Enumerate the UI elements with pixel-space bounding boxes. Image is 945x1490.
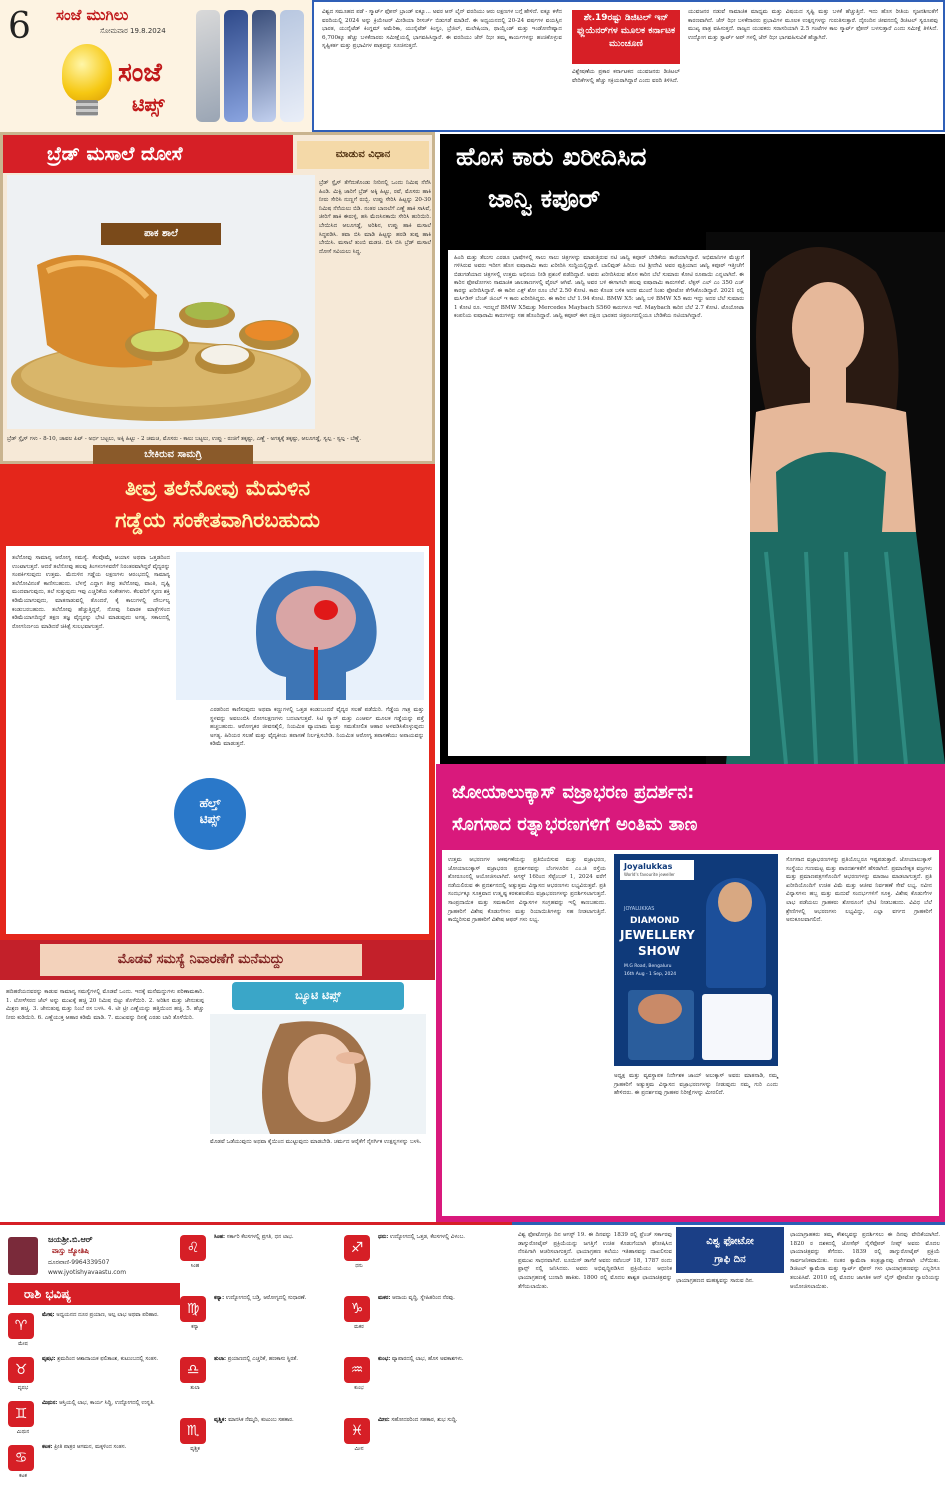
acne-title: ಮೊಡವೆ ಸಮಸ್ಯೆ ನಿವಾರಣೆಗೆ ಮನೆಮದ್ದು <box>40 944 362 976</box>
photography-column-1: ವಿಶ್ವ ಫೋಟೋಗ್ರಫಿ ದಿನ ಆಗಸ್ಟ್ 19. ಈ ದಿನವನ್ನು 1839 ರಲ್ಲಿ ಫ್ರೆಂಚ್ ಸರ್ಕಾರವು ಡಾಗ್ಯುರೋಟೈಪ್ ಪ್ರಕ್ರಿಯೆಯನ್ನು ಜಗತ್ತಿಗೆ ಉಚಿತ ಕೊಡುಗೆಯಾಗಿ ಘೋಷಿಸಿದ ನೆನಪಿಗಾಗಿ ಆಚರಿಸಲಾಗುತ್ತದೆ. ಛಾಯಾಗ್ರಹಣ ಕಲೆಯು ಇತಿಹಾಸವನ್ನು ದಾಖಲಿಸುವ ಪ್ರಮುಖ ಸಾಧನವಾಗಿದೆ. ಲೂಯಿಸ್ ಡಾಗೆರೆ ಅವರು ನವೆಂಬರ್ 18, 1787 ರಂದು ಫ್ರಾನ್ಸ್ ನಲ್ಲಿ ಜನಿಸಿದರು. ಅವರು ಅಭಿವೃದ್ಧಿಪಡಿಸಿದ ಪ್ರಕ್ರಿಯೆಯು ಆಧುನಿಕ ಛಾಯಾಗ್ರಹಣಕ್ಕೆ ಬುನಾದಿ ಹಾಕಿತು. 1800 ರಲ್ಲಿ ಮೊದಲ ಶಾಶ್ವತ ಛಾಯಾಚಿತ್ರವನ್ನು ತೆಗೆಯಲಾಯಿತು. <box>518 1232 672 1290</box>
zodiac-entry <box>8 1397 170 1439</box>
zodiac-sign-label: ಸಿಂಹ: <box>214 1234 225 1240</box>
zodiac-sign-label: ಕನ್ಯಾ: <box>214 1295 225 1301</box>
zodiac-entry <box>8 1441 170 1483</box>
zodiac-sign-prediction: ಆಸ್ತಿಯಲ್ಲಿ ಲಾಭ, ಕಾರ್ಯ ಸಿದ್ಧಿ, ಉದ್ಯೋಗದಲ್ಲಿ ಉನ್ನತಿ. <box>59 1400 155 1406</box>
ad-dates: 16th Aug - 1 Sep, 2024 <box>624 972 677 977</box>
zodiac-sign-label: ಮೀನ: <box>378 1417 390 1423</box>
zodiac-sign-label: ಕುಂಭ: <box>378 1356 391 1362</box>
zodiac-entry <box>8 1309 170 1351</box>
zodiac-sign-icon: ♐ <box>344 1235 370 1261</box>
tech-article-column-mid: ವಿಶ್ಲೇಷಣೆಯ ಪ್ರಕಾರ ಕರ್ನಾಟಕದ ಯುವಜನರು ಡಿಜಿಟಲ್ ವೇದಿಕೆಗಳಲ್ಲಿ ಹೆಚ್ಚು ಸಕ್ರಿಯರಾಗಿದ್ದಾರೆ ಎಂದು ವರದಿ ತಿಳಿಸಿದೆ. <box>572 69 680 84</box>
paper-name: ಸಂಜೆ ಮುಗಿಲು <box>56 6 129 24</box>
recipe-ingredients: ಬ್ರೆಡ್ ಸ್ಲೈಸ್ ಗಳು - 8-10, ಚಾವಲ ಪಿಟ್ - ಅರ್ಧ ಬಟ್ಟಲು, ಅಕ್ಕಿ ಹಿಟ್ಟು - 2 ಚಮಚ, ಮೊಸರು - ಕಾಲು ಬಟ್ಟಲು, ಉಪ್ಪು - ರುಚಿಗೆ ತಕ್ಕಷ್ಟು, ಎಣ್ಣೆ - ಅಗತ್ಯಕ್ಕೆ ತಕ್ಕಷ್ಟು, ಆಲೂಗಡ್ಡೆ, ಸ್ವಲ್ಪ - ಸ್ವಲ್ಪ - ಬೆಣ್ಣೆ. <box>7 436 362 442</box>
zodiac-sign-icon: ♎ <box>180 1357 206 1383</box>
zodiac-sign-prediction: ಪ್ರೀತಿ ಪಾತ್ರರ ಆಗಮನ, ಮಕ್ಕಳಿಂದ ಸಂತಸ. <box>54 1444 127 1450</box>
photography-day-article <box>512 1222 945 1490</box>
issue-date: ಸೋಮವಾರ 19.8.2024 <box>100 27 166 35</box>
zodiac-sign-label: ತುಲಾ: <box>214 1356 226 1362</box>
zodiac-sign-prediction: ಮಾನಸಿಕ ನೆಮ್ಮದಿ, ಕುಟುಂಬ ಸಹಕಾರ. <box>228 1417 294 1423</box>
zodiac-entry <box>8 1353 170 1395</box>
photography-column-2: ಛಾಯಾಗ್ರಾಹಕರು ತಮ್ಮ ಕೌಶಲ್ಯವನ್ನು ಪ್ರದರ್ಶಿಸಲು ಈ ದಿನವು ವೇದಿಕೆಯಾಗಿದೆ. 1820 ರ ದಶಕದಲ್ಲಿ ಜೋಸೆಫ್ ನೈಸೆಫೋರ್ ನೀಪ್ಸ್ ಅವರು ಮೊದಲ ಛಾಯಾಚಿತ್ರವನ್ನು ತೆಗೆದರು. 1839 ರಲ್ಲಿ ಡಾಗ್ಯುರೋಟೈಪ್ ಪ್ರಕ್ರಿಯೆ ಸಾರ್ವಜನಿಕವಾಯಿತು. ನಂತರ ಕ್ಯಾಮೆರಾ ತಂತ್ರಜ್ಞಾನವು ವೇಗವಾಗಿ ಬೆಳೆಯಿತು. ಡಿಜಿಟಲ್ ಕ್ಯಾಮೆರಾ ಮತ್ತು ಸ್ಮಾರ್ಟ್ ಫೋನ್ ಗಳು ಛಾಯಾಗ್ರಹಣವನ್ನು ಎಲ್ಲರಿಗೂ ತಲುಪಿಸಿವೆ. 2010 ರಲ್ಲಿ ಮೊದಲ ಜಾಗತಿಕ ಆನ್ ಲೈನ್ ಫೋಟೋ ಗ್ಯಾಲರಿಯನ್ನು ಆಯೋಜಿಸಲಾಯಿತು. <box>790 1232 940 1290</box>
zodiac-sign-icon: ♉ <box>8 1357 34 1383</box>
recipe-article <box>0 132 435 464</box>
zodiac-sign-name: ಮೀನ <box>354 1446 364 1452</box>
tech-article-headline: ಶೇ.19ರಷ್ಟು ಡಿಜಿಟಲ್ ಇನ್ ಫ್ಲುಯೆನರ್‌ಗಳ ಮೂಲಕ ಕರ್ನಾಟಕ ಮುಂಚೂಣಿ <box>572 10 680 64</box>
photography-title-line-2: ಗ್ರಾಫಿ ದಿನ <box>714 1254 746 1265</box>
joyalukkas-article <box>436 764 945 1222</box>
brain-illustration <box>176 552 424 700</box>
zodiac-sign-prediction: ಉದ್ಯೋಗದಲ್ಲಿ ಬಡ್ತಿ, ಆರೋಗ್ಯದಲ್ಲಿ ಸುಧಾರಣೆ. <box>225 1295 307 1301</box>
zodiac-sign-prediction: ಆದಾಯ ವೃದ್ಧಿ, ಸ್ನೇಹಿತರಿಂದ ನೆರವು. <box>392 1295 455 1301</box>
headache-column-1: ತಲೆನೋವು ಸಾಮಾನ್ಯ ಆರೋಗ್ಯ ಸಮಸ್ಯೆ. ಕೆಲವೊಮ್ಮೆ ಆಯಾಸ ಅಥವಾ ಒತ್ತಡದಿಂದ ಉಂಟಾಗುತ್ತದೆ. ಆದರೆ ತಲೆನೋವು ಹಲವು ತಿಂಗಳುಗಳವರೆಗೆ ನಿರಂತರವಾಗಿದ್ದರೆ ವೈದ್ಯರನ್ನು ಸಂಪರ್ಕಿಸುವುದು ಉತ್ತಮ. ಮೆದುಳಿನ ಗಡ್ಡೆಯ ಲಕ್ಷಣಗಳು ಆರಂಭದಲ್ಲಿ ಸಾಮಾನ್ಯ ತಲೆನೋವಿನಂತೆ ಕಾಣಿಸಬಹುದು. ಬೆಳಗ್ಗೆ ಎದ್ದಾಗ ತೀವ್ರ ತಲೆನೋವು, ವಾಂತಿ, ದೃಷ್ಟಿ ಮಂದವಾಗುವುದು, ತಲೆ ಸುತ್ತುವುದು ಇವು ಎಚ್ಚರಿಕೆಯ ಸಂಕೇತಗಳು. ಕೆಲವರಿಗೆ ಸ್ಮರಣ ಶಕ್ತಿ ಕಡಿಮೆಯಾಗುವುದು, ಮಾತನಾಡುವಲ್ಲಿ ತೊಂದರೆ, ಕೈ ಕಾಲುಗಳಲ್ಲಿ ದೌರ್ಬಲ್ಯ ಕಂಡುಬರಬಹುದು. ತಲೆನೋವು ಹೆಚ್ಚುತ್ತಿದ್ದರೆ, ನೋವು ನಿವಾರಕ ಮಾತ್ರೆಗಳಿಂದ ಕಡಿಮೆಯಾಗದಿದ್ದರೆ ತಕ್ಷಣ ತಜ್ಞ ವೈದ್ಯರನ್ನು ಭೇಟಿ ಮಾಡುವುದು ಅಗತ್ಯ. ಸಕಾಲದಲ್ಲಿ ರೋಗನಿರ್ಣಯ ಮಾಡಿದರೆ ಚಿಕಿತ್ಸೆ ಸುಲಭವಾಗುತ್ತದೆ. <box>12 555 170 630</box>
zodiac-sign-icon: ♊ <box>8 1401 34 1427</box>
horoscope-section <box>0 1222 512 1490</box>
ad-brand: Joyalukkas <box>624 862 673 871</box>
zodiac-sign-name: ಧನು <box>355 1263 363 1269</box>
zodiac-sign-name: ತುಲಾ <box>190 1385 200 1391</box>
tech-article-column-2: ಯುವಜನರ ನಡುವೆ ಸಾಮಾಜಿಕ ಮಾಧ್ಯಮ ಮತ್ತು ವಿಷಯದ ಸೃಷ್ಟಿ ಮತ್ತು ಬಳಕೆ ಹೆಚ್ಚುತ್ತಿದೆ. ಇದು ಹೊಸ ರೀತಿಯ ಸೃಜನಶೀಲತೆಗೆ ಕಾರಣವಾಗಿದೆ. ಜೆನ್ ಝೀ ಬಳಕೆದಾರರು ಪ್ರಭಾವಿಗಳ ಮೂಲಕ ಉತ್ಪನ್ನಗಳನ್ನು ಗುರುತಿಸುತ್ತಾರೆ. ದೈನಂದಿನ ಜೀವನದಲ್ಲಿ ಡಿಜಿಟಲ್ ಸ್ವರೂಪವು ಮುಖ್ಯ ಪಾತ್ರ ವಹಿಸುತ್ತದೆ. ರಾಜ್ಯದ ಯುವಕರು ಸರಾಸರಿಯಾಗಿ 2.5 ಗಂಟೆಗಳ ಕಾಲ ಸ್ಮಾರ್ಟ್ ಫೋನ್ ಬಳಸುತ್ತಾರೆ ಎಂದು ಸಮೀಕ್ಷೆ ತಿಳಿಸಿದೆ. ಉದ್ಯೋಗ ಮತ್ತು ಸ್ಟಾರ್ಟ್ ಅಪ್ ಗಳಲ್ಲಿ ಜೆನ್ ಝೀ ಭಾಗವಹಿಸುವಿಕೆ ಹೆಚ್ಚಾಗಿದೆ. <box>688 9 938 41</box>
headache-article <box>0 464 435 940</box>
zodiac-entry <box>344 1292 504 1334</box>
ad-event-line-1: JOYALUKKAS <box>624 906 655 912</box>
zodiac-sign-prediction: ಸಹೋದರರಿಂದ ಸಹಕಾರ, ಶುಭ ಸುದ್ದಿ. <box>391 1417 458 1423</box>
joyalukkas-column-1: ಉತ್ತಮ ಆಭರಣಗಳ ಆಕರ್ಷಣೆಯನ್ನು ಪ್ರತಿಬಿಂಬಿಸುವ ಮತ್ತು ವಜ್ರಾಭರಣ, ಜೋಯಾಲುಕ್ಕಾಸ್ ವಜ್ರಾಭರಣ ಪ್ರದರ್ಶನವನ್ನು ಬೆಂಗಳೂರಿನ ಎಂ.ಜಿ ರಸ್ತೆಯ ಶೋರೂಂನಲ್ಲಿ ಆಯೋಜಿಸಲಾಗಿದೆ. ಆಗಸ್ಟ್ 16ರಿಂದ ಸೆಪ್ಟೆಂಬರ್ 1, 2024 ವರೆಗೆ ನಡೆಯಲಿರುವ ಈ ಪ್ರದರ್ಶನದಲ್ಲಿ ಅತ್ಯುತ್ತಮ ವಿನ್ಯಾಸದ ಆಭರಣಗಳು ಲಭ್ಯವಿರುತ್ತವೆ. ಪ್ರತಿ ಸಂದರ್ಭಕ್ಕೂ ಸೂಕ್ತವಾದ ಉತ್ಕೃಷ್ಟ ಕರಕುಶಲತೆಯ ವಜ್ರಾಭರಣಗಳನ್ನು ಪ್ರದರ್ಶಿಸಲಾಗುತ್ತದೆ. ಸಾಂಪ್ರದಾಯಿಕ ಮತ್ತು ಸಮಕಾಲೀನ ವಿನ್ಯಾಸಗಳ ಸಂಗ್ರಹವನ್ನು ಇಲ್ಲಿ ಕಾಣಬಹುದು. ಗ್ರಾಹಕರಿಗೆ ವಿಶೇಷ ಕೊಡುಗೆಗಳು ಮತ್ತು ರಿಯಾಯಿತಿಗಳನ್ನು ಸಹ ನೀಡಲಾಗುತ್ತಿದೆ. ಕಾಯ್ದಿರಿಸುವ ಗ್ರಾಹಕರಿಗೆ ವಿಶೇಷ ಆಫರ್ ಗಳು ಲಭ್ಯ. <box>448 857 606 924</box>
zodiac-sign-prediction: ಪ್ರಯಾಣದಲ್ಲಿ ಎಚ್ಚರಿಕೆ, ಹಣಕಾಸು ಸ್ಥಿರತೆ. <box>227 1356 298 1362</box>
health-tips-badge <box>174 778 246 850</box>
masthead <box>0 0 312 132</box>
kitchen-label: ಪಾಕ ಶಾಲೆ <box>101 223 221 245</box>
horoscope-label: ರಾಶಿ ಭವಿಷ್ಯ <box>8 1283 180 1305</box>
acne-column-2: ಮೊಡವೆ ಒಡೆಯುವುದು ಅಥವಾ ಕೈಯಿಂದ ಮುಟ್ಟುವುದು ಮಾಡಬೇಡಿ. ಚರ್ಮದ ಆರೈಕೆಗೆ ನೈಸರ್ಗಿಕ ಉತ್ಪನ್ನಗಳನ್ನು ಬಳಸಿ. <box>210 1139 422 1145</box>
janhvi-body-panel <box>448 250 750 756</box>
ingredients-label: ಬೇಕಿರುವ ಸಾಮಗ್ರಿ <box>93 445 253 465</box>
astrologer-photo <box>8 1237 38 1275</box>
joyalukkas-title-line-1: ಜೋಯಾಲುಕ್ಕಾಸ್ ವಜ್ರಾಭರಣ ಪ್ರದರ್ಶನ: <box>452 782 695 803</box>
zodiac-entry <box>180 1231 342 1273</box>
health-tips-badge-line-1: ಹೆಲ್ತ್ <box>199 796 221 810</box>
janhvi-article <box>440 134 945 764</box>
recipe-title-band <box>3 135 293 173</box>
ad-event-line-4: SHOW <box>638 944 681 958</box>
janhvi-title-line-1: ಹೊಸ ಕಾರು ಖರೀದಿಸಿದ <box>456 142 647 171</box>
astrologer-phone: ದೂರವಾಣಿ-9964339507 <box>48 1259 110 1266</box>
zodiac-sign-icon: ♈ <box>8 1313 34 1339</box>
zodiac-sign-icon: ♓ <box>344 1418 370 1444</box>
tech-article-column-1: ವಿಶ್ವದ ಸಮೂಹದ ಪಡೆ - ಸ್ಮಾರ್ಟ್ ಫೋನ್ ಬ್ರಾಂಡ್ ಐಕ್ಯೂ... ಅವರ ಆನ್ ಲೈನ್ ವರದಿಯು ಆರು ಲಕ್ಷಣಗಳ ಬಗ್ಗೆ ಹೇಳಿದೆ. ಐಕ್ಯೂ ಕಳೆದ ವರದಿಯಲ್ಲಿ 2024 ಅನ್ನು ಕ್ರಿಯೇಟರ್ ಮೀಡಿಯಾ ರೀಸರ್ಚ್ ಬಿಡುಗಡೆ ಮಾಡಿದೆ. ಈ ಅಧ್ಯಯನದಲ್ಲಿ 20-24 ವರ್ಷಗಳ ವಯಸ್ಸಿನ ಭಾರತ, ಯುನೈಟೆಡ್ ಕಿಂಗ್ಡಮ್ ಅಮೆರಿಕಾ, ಯುನೈಟೆಡ್ ಕಿಂಗ್ಡಂ, ಬ್ರೆಜಿಲ್, ಮಲೇಷಿಯಾ, ಥಾಯ್ಲೆಂಡ್ ಮತ್ತು ಇಂಡೋನೇಷ್ಯಾದ 6,700ಕ್ಕೂ ಹೆಚ್ಚು ಬಳಕೆದಾರರು ಸಮೀಕ್ಷೆಯಲ್ಲಿ ಭಾಗವಹಿಸಿದ್ದಾರೆ. ಈ ವರದಿಯು ಜೆನ್ ಝೀ ತಮ್ಮ ಕಾರ್ಯಗಳನ್ನು ಹಂಚಿಕೊಳ್ಳುವ ಸೃಷ್ಟಿಕರ್ತ ಮತ್ತು ಪ್ರಭಾವಿಗಳ ಪಾತ್ರವನ್ನು ಸೂಚಿಸುತ್ತದೆ. <box>322 9 562 50</box>
headache-title-line-2: ಗಡ್ಡೆಯ ಸಂಕೇತವಾಗಿರಬಹುದು <box>115 508 320 532</box>
zodiac-sign-prediction: ಅಧ್ಯಯನದ ದೂರ ಪ್ರಯಾಣ, ಅಲ್ಪ ಲಾಭ ಅಥವಾ ಪರಿಹಾರ. <box>56 1312 159 1318</box>
ad-venue: M.G Road, Bengaluru <box>624 964 672 969</box>
zodiac-sign-label: ಮಕರ: <box>378 1295 391 1301</box>
zodiac-sign-prediction: ವ್ಯಾಪಾರದಲ್ಲಿ ಲಾಭ, ಹೊಸ ಅವಕಾಶಗಳು. <box>391 1356 464 1362</box>
photography-title <box>676 1227 784 1273</box>
ad-model-image <box>718 882 752 922</box>
zodiac-entry <box>180 1414 342 1456</box>
section-title-sanje: ಸಂಜೆ <box>118 58 162 88</box>
page-number: 6 <box>8 6 31 47</box>
zodiac-entry <box>344 1414 504 1456</box>
astrologer-role: ವಾಸ್ತು ಜ್ಯೋತಿಷಿ <box>52 1247 89 1255</box>
ad-event-line-3: JEWELLERY <box>620 928 695 942</box>
zodiac-sign-name: ಕಟಕ <box>19 1473 27 1479</box>
joyalukkas-column-below-ad: ಅಧ್ಯಕ್ಷ ಮತ್ತು ವ್ಯವಸ್ಥಾಪಕ ನಿರ್ದೇಶಕ ಜಾಯ್ ಅಲುಕ್ಕಾಸ್ ಅವರು ಮಾತನಾಡಿ, ನಮ್ಮ ಗ್ರಾಹಕರಿಗೆ ಅತ್ಯುತ್ತಮ ವಿನ್ಯಾಸದ ವಜ್ರಾಭರಣಗಳನ್ನು ನೀಡುವುದು ನಮ್ಮ ಗುರಿ ಎಂದು ಹೇಳಿದರು. ಈ ಪ್ರದರ್ಶನವು ಗ್ರಾಹಕರ ನಿರೀಕ್ಷೆಗಳನ್ನು ಮೀರಲಿದೆ. <box>614 1073 778 1097</box>
zodiac-sign-name: ಮಕರ <box>354 1324 364 1330</box>
zodiac-sign-label: ಮೇಷ: <box>42 1312 55 1318</box>
beauty-tips-label: ಬ್ಯೂಟಿ ಟಿಪ್ಸ್ <box>232 982 404 1010</box>
zodiac-sign-prediction: ಸರ್ಕಾರಿ ಕೆಲಸಗಳಲ್ಲಿ ಪ್ರಗತಿ, ಧನ ಲಾಭ. <box>226 1234 294 1240</box>
zodiac-entry <box>344 1231 504 1273</box>
recipe-steps: ಬ್ರೆಡ್ ಸ್ಲೈಸ್ ತೆಗೆದುಕೊಂಡು ನೀರಿನಲ್ಲಿ ಒಂದು ನಿಮಿಷ ನೆನೆಸಿ ಹಿಂಡಿ. ಮಿಕ್ಸಿ ಜಾರಿಗೆ ಬ್ರೆಡ್ ಅಕ್ಕಿ ಹಿಟ್ಟು, ರವೆ, ಮೊಸರು ಹಾಕಿ ನೀರು ಸೇರಿಸಿ ನುಣ್ಣಗೆ ರುಬ್ಬಿ. ಉಪ್ಪು ಸೇರಿಸಿ ಹಿಟ್ಟನ್ನು 20-30 ನಿಮಿಷ ನೆನೆಯಲು ಬಿಡಿ. ನಂತರ ಬಾಣಲೆಗೆ ಎಣ್ಣೆ ಹಾಕಿ ಸಾಸಿವೆ, ಜೀರಿಗೆ ಹಾಕಿ ಈರುಳ್ಳಿ, ಹಸಿ ಮೆಣಸಿನಕಾಯಿ ಸೇರಿಸಿ ಹುರಿಯಿರಿ. ಬೇಯಿಸಿದ ಆಲೂಗಡ್ಡೆ, ಅರಿಶಿನ, ಉಪ್ಪು ಹಾಕಿ ಮಸಾಲೆ ಸಿದ್ಧಪಡಿಸಿ. ತವಾ ಬಿಸಿ ಮಾಡಿ ಹಿಟ್ಟನ್ನು ಹರಡಿ ತುಪ್ಪ ಹಾಕಿ ಬೇಯಿಸಿ. ಮಸಾಲೆ ತುಂಬಿ ಮಡಚಿ. ಬಿಸಿ ಬಿಸಿ ಬ್ರೆಡ್ ಮಸಾಲೆ ದೋಸೆ ಸವಿಯಲು ಸಿದ್ಧ. <box>319 180 431 255</box>
smartphones-image <box>196 4 308 126</box>
zodiac-sign-label: ಧನು: <box>378 1234 389 1240</box>
zodiac-sign-label: ಕಟಕ: <box>42 1444 53 1450</box>
zodiac-sign-name: ವೃಶ್ಚಿಕ <box>190 1446 200 1452</box>
headache-title-line-1: ತೀವ್ರ ತಲೆನೋವು ಮೆದುಳಿನ <box>124 476 311 500</box>
photography-column-mid: ಛಾಯಾಗ್ರಹಣದ ಮಹತ್ವವನ್ನು ಸಾರುವ ದಿನ. <box>676 1278 754 1284</box>
diamond-show-ad <box>614 854 778 1066</box>
zodiac-sign-icon: ♏ <box>180 1418 206 1444</box>
zodiac-entry <box>180 1292 342 1334</box>
zodiac-sign-prediction: ಶ್ರಮದಿಂದ ಆಶಾದಾಯಕ ಫಲಿತಾಂಶ, ಕುಟುಂಬದಲ್ಲಿ ಸಂತಸ. <box>57 1356 159 1362</box>
astrologer-card <box>8 1231 198 1281</box>
acne-article <box>0 980 435 1222</box>
zodiac-sign-name: ಕನ್ಯಾ <box>191 1324 199 1330</box>
astrologer-website: www.jyotishyavaastu.com <box>48 1269 127 1276</box>
astrologer-name: ಜಯಶ್ರೀ.ಬಿ.ಆರ್ <box>48 1235 93 1244</box>
zodiac-entry <box>344 1353 504 1395</box>
zodiac-sign-name: ಸಿಂಹ <box>190 1263 200 1269</box>
recipe-title: ಬ್ರೆಡ್ ಮಸಾಲೆ ದೋಸೆ <box>47 143 183 165</box>
photography-title-line-1: ವಿಶ್ವ ಫೋಟೋ <box>706 1236 754 1247</box>
acne-column-1: ಹದಿಹರೆಯದವರನ್ನು ಕಾಡುವ ಸಾಮಾನ್ಯ ಸಮಸ್ಯೆಗಳಲ್ಲಿ ಮೊಡವೆ ಒಂದು. ಇದಕ್ಕೆ ಮನೆಮದ್ದುಗಳು ಪರಿಣಾಮಕಾರಿ. 1. ಲೋಳೆಸರದ ಜೆಲ್ ಅನ್ನು ಮುಖಕ್ಕೆ ಹಚ್ಚಿ 20 ನಿಮಿಷ ಬಿಟ್ಟು ತೊಳೆಯಿರಿ. 2. ಅರಿಶಿನ ಮತ್ತು ಜೇನುತುಪ್ಪ ಮಿಶ್ರಣ ಹಚ್ಚಿ. 3. ಜೇನುತುಪ್ಪ ಮತ್ತು ನಿಂಬೆ ರಸ ಬಳಸಿ. 4. ಟೀ ಟ್ರೀ ಎಣ್ಣೆಯನ್ನು ಹತ್ತಿಯಿಂದ ಹಚ್ಚಿ. 5. ಹೆಚ್ಚು ನೀರು ಕುಡಿಯಿರಿ. 6. ಎಣ್ಣೆಯುಕ್ತ ಆಹಾರ ಕಡಿಮೆ ಮಾಡಿ. 7. ಮುಖವನ್ನು ದಿನಕ್ಕೆ ಎರಡು ಬಾರಿ ತೊಳೆಯಿರಿ. <box>6 989 204 1021</box>
joyalukkas-title-line-2: ಸೊಗಸಾದ ರತ್ನಾಭರಣಗಳಿಗೆ ಅಂತಿಮ ತಾಣ <box>452 814 698 835</box>
zodiac-sign-label: ವೃಷಭ: <box>42 1356 56 1362</box>
lightbulb-icon <box>62 44 112 102</box>
zodiac-sign-label: ವೃಶ್ಚಿಕ: <box>214 1417 227 1423</box>
janhvi-body: ಹಿಂದಿ ಮತ್ತು ತೆಲುಗು ಎರಡೂ ಭಾಷೆಗಳಲ್ಲಿ ಸಾಲು ಸಾಲು ಚಿತ್ರಗಳನ್ನು ಮಾಡುತ್ತಿರುವ ನಟಿ ಜಾನ್ವಿ ಕಪೂರ್ ಬೇಡಿಕೆಯ ತಾರೆಯಾಗಿದ್ದಾರೆ. ಅಭಿಮಾನಿಗಳ ಮೆಚ್ಚುಗೆ ಗಳಿಸಿರುವ ಅವರು ಇದೀಗ ಹೊಸ ಐಷಾರಾಮಿ ಕಾರು ಖರೀದಿಸಿ ಸುದ್ದಿಯಲ್ಲಿದ್ದಾರೆ. ಬಾಲಿವುಡ್ ಹಿರಿಯ ನಟಿ ಶ್ರೀದೇವಿ ಅವರ ಪುತ್ರಿಯಾದ ಜಾನ್ವಿ ಕಪೂರ್ ಇತ್ತೀಚೆಗೆ ಬಿಡುಗಡೆಯಾದ ಚಿತ್ರಗಳಲ್ಲಿ ಉತ್ತಮ ಅಭಿನಯ ನೀಡಿ ಪ್ರಶಂಸೆ ಪಡೆದಿದ್ದಾರೆ. ಅವರು ಖರೀದಿಸಿರುವ ಹೊಸ ಕಾರಿನ ಬೆಲೆ ಸುಮಾರು ಕೋಟಿ ರೂಪಾಯಿ ಎನ್ನಲಾಗಿದೆ. ಈ ಕಾರಿನ ಫೋಟೋಗಳು ಸಾಮಾಜಿಕ ಜಾಲತಾಣಗಳಲ್ಲಿ ವೈರಲ್ ಆಗಿವೆ. ಜಾನ್ವಿ ಅವರ ಬಳಿ ಈಗಾಗಲೇ ಹಲವು ಐಷಾರಾಮಿ ಕಾರುಗಳಿವೆ. ಲೆಕ್ಸಸ್ ಎಲ್ ಎಂ 350 ಎಚ್ ಕಾರನ್ನು ಖರೀದಿಸಿದ್ದಾರೆ. ಈ ಕಾರಿನ ಎಕ್ಸ್ ಶೋ ರೂಂ ಬೆಲೆ 2.50 ಕೋಟಿ. ಕಾರು ಕೊಂಡ ಬಳಿಕ ಅದರ ಮುಂದೆ ನಿಂತು ಫೋಟೋ ತೆಗೆಸಿಕೊಂಡಿದ್ದಾರೆ. 2021 ರಲ್ಲಿ ಮರ್ಸಿಡಿಸ್ ಬೆಂಜ್ ಜಿಎಲ್ ಇ ಕಾರು ಖರೀದಿಸಿದ್ದರು. ಈ ಕಾರಿನ ಬೆಲೆ 1.94 ಕೋಟಿ. BMW X5: ಜಾನ್ವಿ ಬಳಿ BMW X5 ಕಾರು ಇದ್ದು ಅದರ ಬೆಲೆ ಸುಮಾರು 1 ಕೋಟಿ ರೂ. ಇದಲ್ಲದೆ BMW X5ಮತ್ತು Mercedes Maybach S560 ಕಾರುಗಳೂ ಇವೆ. Maybach ಕಾರಿನ ಬೆಲೆ 2.7 ಕೋಟಿ. ಟೊಯೋಟಾ ಕಂಪನಿಯ ಐಷಾರಾಮಿ ಕಾರುಗಳನ್ನು ಸಹ ಹೊಂದಿದ್ದಾರೆ. ಜಾನ್ವಿ ಕಪೂರ್ ಈಗ ದಕ್ಷಿಣ ಭಾರತದ ಚಿತ್ರರಂಗದಲ್ಲಿಯೂ ಬೇಡಿಕೆಯ ನಟಿಯಾಗಿದ್ದಾರೆ. <box>454 255 744 320</box>
joyalukkas-column-3: ಸೊಗಸಾದ ವಜ್ರಾಭರಣಗಳನ್ನು ಪ್ರತಿಯೊಬ್ಬರೂ ಇಷ್ಟಪಡುತ್ತಾರೆ. ಜೋಯಾಲುಕ್ಕಾಸ್ ಸಂಸ್ಥೆಯು ಗುಣಮಟ್ಟ ಮತ್ತು ಪಾರದರ್ಶಕತೆಗೆ ಹೆಸರಾಗಿದೆ. ಪ್ರಮಾಣೀಕೃತ ವಜ್ರಗಳು ಮತ್ತು ಪ್ರಮಾಣಪತ್ರಗಳೊಂದಿಗೆ ಆಭರಣಗಳನ್ನು ಮಾರಾಟ ಮಾಡಲಾಗುತ್ತದೆ. ಪ್ರತಿ ಖರೀದಿಯೊಂದಿಗೆ ಉಚಿತ ವಿಮೆ ಮತ್ತು ಆಜೀವ ನಿರ್ವಹಣೆ ಸೇವೆ ಲಭ್ಯ. ನವೀನ ವಿನ್ಯಾಸಗಳು ಹಬ್ಬ ಮತ್ತು ಮದುವೆ ಸಂದರ್ಭಗಳಿಗೆ ಸೂಕ್ತ. ವಿಶೇಷ ಕೊಡುಗೆಗಳ ಲಾಭ ಪಡೆಯಲು ಗ್ರಾಹಕರು ಶೋರೂಂಗೆ ಭೇಟಿ ನೀಡಬಹುದು. ವಿವಿಧ ಬೆಲೆ ಶ್ರೇಣಿಗಳಲ್ಲಿ ಆಭರಣಗಳು ಲಭ್ಯವಿದ್ದು, ಎಲ್ಲಾ ವರ್ಗದ ಗ್ರಾಹಕರಿಗೆ ಅನುಕೂಲವಾಗಲಿದೆ. <box>786 857 932 924</box>
section-title-tips: ಟಿಪ್ಸ್ <box>132 94 165 116</box>
zodiac-sign-icon: ♒ <box>344 1357 370 1383</box>
health-tips-badge-line-2: ಟಿಪ್ಸ್ <box>199 812 221 826</box>
janhvi-title-line-2: ಜಾನ್ವಿ ಕಪೂರ್ <box>488 184 601 213</box>
zodiac-sign-name: ಮಿಥುನ <box>16 1429 30 1435</box>
zodiac-entry <box>180 1353 342 1395</box>
zodiac-sign-icon: ♍ <box>180 1296 206 1322</box>
zodiac-sign-icon: ♌ <box>180 1235 206 1261</box>
recipe-method-label: ಮಾಡುವ ವಿಧಾನ <box>297 141 429 169</box>
zodiac-sign-label: ಮಿಥುನ: <box>42 1400 58 1406</box>
headache-body-panel <box>6 546 429 934</box>
headache-column-2: ಎರಡರಿಂದ ಕಾಣಿಸುವುದು ಅಥವಾ ಕಣ್ಣುಗಳಲ್ಲಿ ಒತ್ತಡ ಕಂಡುಬಂದರೆ ವೈದ್ಯರ ಸಲಹೆ ಪಡೆಯಿರಿ. ಗೆಡ್ಡೆಯ ಗಾತ್ರ ಮತ್ತು ಸ್ಥಳವನ್ನು ಅವಲಂಬಿಸಿ ರೋಗಲಕ್ಷಣಗಳು ಬದಲಾಗುತ್ತವೆ. ಸಿಟಿ ಸ್ಕ್ಯಾನ್ ಮತ್ತು ಎಂಆರ್ಐ ಮೂಲಕ ಗಡ್ಡೆಯನ್ನು ಪತ್ತೆ ಹಚ್ಚಬಹುದು. ಆರೋಗ್ಯಕರ ಜೀವನಶೈಲಿ, ನಿಯಮಿತ ವ್ಯಾಯಾಮ ಮತ್ತು ಸಮತೋಲಿತ ಆಹಾರ ಅಳವಡಿಸಿಕೊಳ್ಳುವುದು ಅಗತ್ಯ. ಹಿರಿಯರ ಸಲಹೆ ಮತ್ತು ವೈದ್ಯಕೀಯ ತಪಾಸಣೆ ನಿರ್ಲಕ್ಷಿಸಬೇಡಿ. ನಿಯಮಿತ ಆರೋಗ್ಯ ತಪಾಸಣೆಯು ಅಪಾಯವನ್ನು ಕಡಿಮೆ ಮಾಡುತ್ತದೆ. <box>210 707 424 748</box>
lightbulb-base-icon <box>76 100 98 116</box>
joyalukkas-body-panel <box>442 850 939 1216</box>
zodiac-sign-name: ಕುಂಭ <box>354 1385 364 1391</box>
zodiac-sign-prediction: ಉದ್ಯೋಗದಲ್ಲಿ ಒತ್ತಡ, ಕೆಲಸಗಳಲ್ಲಿ ವಿಳಂಬ. <box>389 1234 465 1240</box>
zodiac-sign-name: ವೃಷಭ <box>17 1385 29 1391</box>
tech-article <box>312 0 945 132</box>
woman-skin-photo <box>210 1014 426 1134</box>
zodiac-sign-icon: ♋ <box>8 1445 34 1471</box>
zodiac-sign-icon: ♑ <box>344 1296 370 1322</box>
ad-event-line-2: DIAMOND <box>630 916 680 926</box>
headache-title <box>0 472 435 536</box>
zodiac-sign-name: ಮೇಷ <box>18 1341 28 1347</box>
ad-tagline: World's favourite jeweller <box>624 872 675 877</box>
